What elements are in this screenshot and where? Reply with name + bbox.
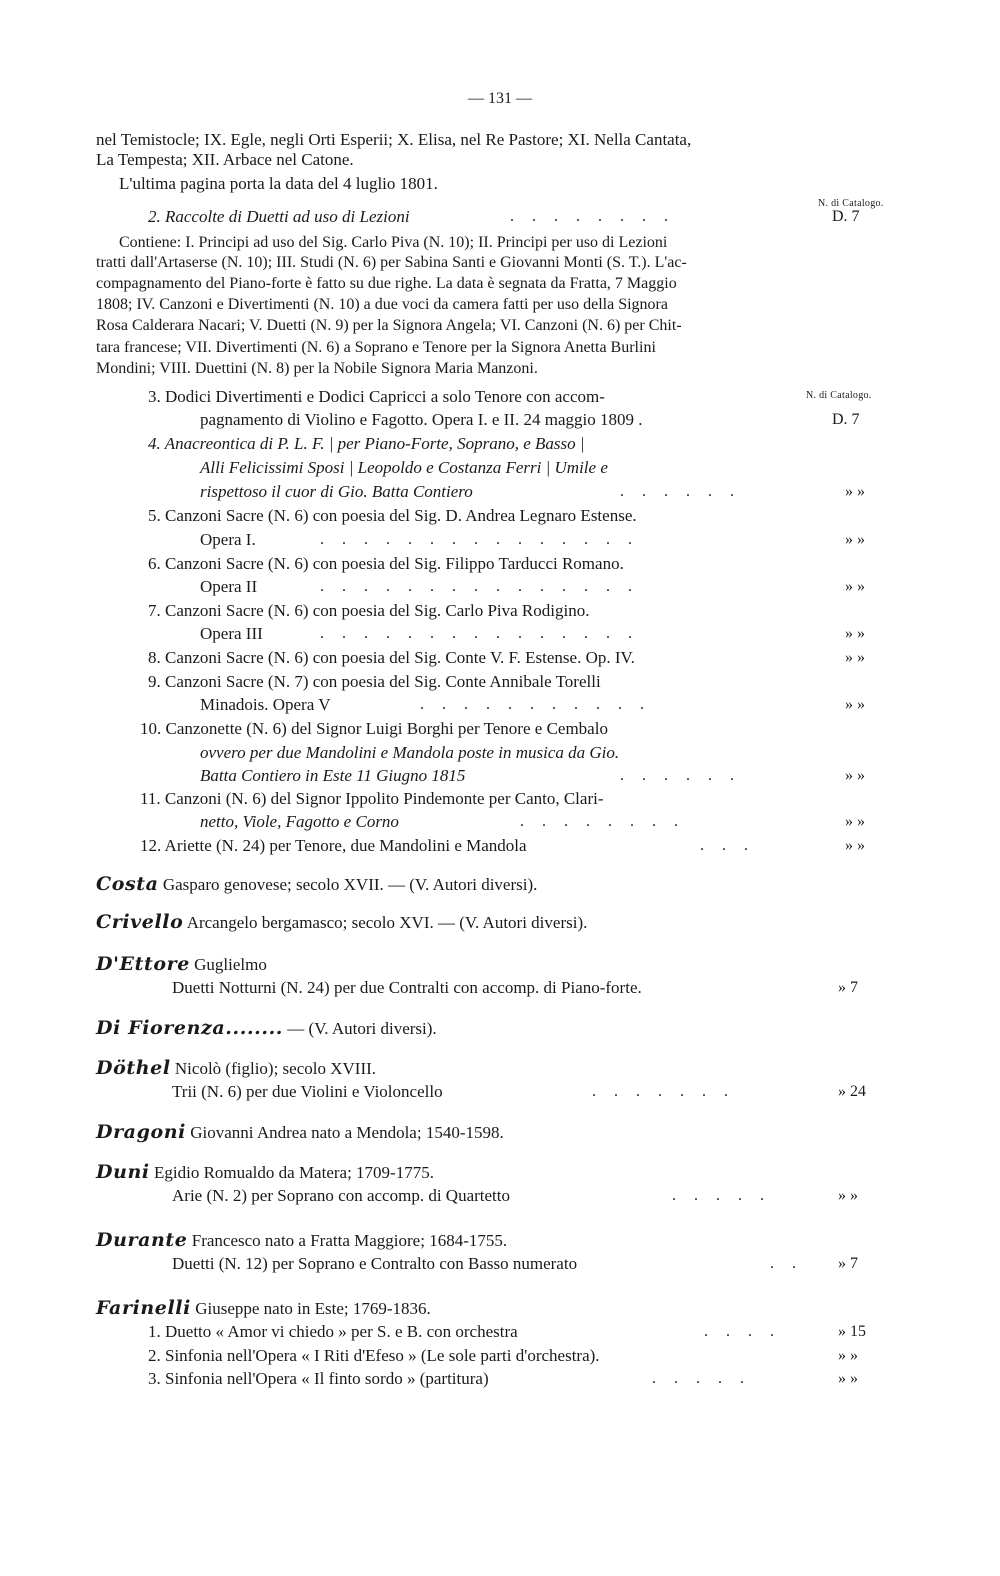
contiene-line-1: Contiene: I. Principi ad uso del Sig. Carlo Piva (N. 10); II. Principi per uso di Lezioni: [119, 234, 668, 251]
item6-line-1: 6. Canzoni Sacre (N. 6) con poesia del Sig. Filippo Tarducci Romano.: [148, 554, 624, 573]
entry-dothel-ref: » 24: [838, 1083, 866, 1100]
entry-di-fiorenza: [96, 1018, 437, 1039]
entry-durante-ref: » 7: [838, 1255, 858, 1272]
item12-ref: » »: [845, 837, 865, 854]
catalog-label-2: N. di Catalogo.: [806, 390, 872, 401]
entry-name: Döthel: [96, 1057, 171, 1079]
item6-line-2: Opera II: [200, 577, 258, 596]
entry-name: D'Ettore: [96, 953, 190, 975]
farinelli-item-2-ref: » »: [838, 1347, 858, 1364]
item5-line-2: Opera I.: [200, 530, 256, 549]
contiene-line-6: tara francese; VII. Divertimenti (N. 6) a Soprano e Tenore per la Signora Anetta Burlini: [96, 339, 656, 356]
item9-ref: » »: [845, 696, 865, 713]
entry-name: Dragoni: [96, 1121, 186, 1143]
item3-ref: D. 7: [832, 411, 860, 428]
entry-name: Farinelli: [96, 1297, 191, 1319]
contiene-line-3: compagnamento del Piano-forte è fatto su due righe. La data è segnata da Fratta, 7 Maggio: [96, 275, 677, 292]
entry-duni-ref: » »: [838, 1187, 858, 1204]
entry-durante: [96, 1230, 507, 1251]
item8-line-1: 8. Canzoni Sacre (N. 6) con poesia del Sig. Conte V. F. Estense. Op. IV.: [148, 648, 635, 667]
leader-dots: . . . . . . . .: [510, 208, 675, 225]
entry-dettore-work: Duetti Notturni (N. 24) per due Contralti con accomp. di Piano-forte.: [172, 978, 642, 997]
leader-dots: . . . . .: [652, 1370, 751, 1387]
item4-line-1: 4. Anacreontica di P. L. F. | per Piano-Forte, Soprano, e Basso |: [148, 434, 585, 453]
item11-line-2: netto, Viole, Fagotto e Corno: [200, 812, 399, 831]
item3-line-2: pagnamento di Violino e Fagotto. Opera I. e II. 24 maggio 1809 .: [200, 410, 643, 429]
item3-line-1: 3. Dodici Divertimenti e Dodici Capricci a solo Tenore con accom-: [148, 387, 605, 406]
entry-crivello: [96, 912, 587, 933]
entry-text: Nicolò (figlio); secolo XVIII.: [174, 1059, 377, 1078]
item11-line-1: 11. Canzoni (N. 6) del Signor Ippolito Pindemonte per Canto, Clari-: [140, 789, 604, 808]
page-number: — 131 —: [468, 90, 532, 107]
leader-dots: . . . . . . . . . . .: [420, 696, 651, 713]
item10-ref: » »: [845, 767, 865, 784]
intro-line-3: L'ultima pagina porta la data del 4 luglio 1801.: [119, 174, 438, 193]
entry-text: Gasparo genovese; secolo XVII. — (V. Autori diversi).: [162, 875, 538, 894]
leader-dots: . . . . . .: [620, 767, 741, 784]
item8-ref: » »: [845, 649, 865, 666]
entry-text: Giovanni Andrea nato a Mendola; 1540-1598.: [190, 1123, 504, 1142]
leader-dots: . . . . . . . .: [520, 813, 685, 830]
entry-text: — (V. Autori diversi).: [287, 1019, 437, 1038]
item2-title: 2. Raccolte di Duetti ad uso di Lezioni: [148, 207, 410, 226]
leader-dots: . . . . .: [672, 1187, 771, 1204]
entry-text: Guglielmo: [194, 955, 267, 974]
item11-ref: » »: [845, 813, 865, 830]
entry-dettore-ref: » 7: [838, 979, 858, 996]
entry-name: Crivello: [96, 911, 184, 933]
item4-line-2: Alli Felicissimi Sposi | Leopoldo e Costanza Ferri | Umile e: [200, 458, 608, 477]
entry-name: Durante: [96, 1229, 188, 1251]
intro-line-1: nel Temistocle; IX. Egle, negli Orti Esperii; X. Elisa, nel Re Pastore; XI. Nella Cantata,: [96, 130, 692, 149]
item9-line-1: 9. Canzoni Sacre (N. 7) con poesia del Sig. Conte Annibale Torelli: [148, 672, 601, 691]
item5-ref: » »: [845, 531, 865, 548]
leader-dots: . . . .: [704, 1323, 781, 1340]
farinelli-item-3: 3. Sinfonia nell'Opera « Il finto sordo » (partitura): [148, 1369, 489, 1388]
entry-costa: [96, 874, 537, 895]
farinelli-item-2: 2. Sinfonia nell'Opera « I Riti d'Efeso » (Le sole parti d'orchestra).: [148, 1346, 600, 1365]
farinelli-item-3-ref: » »: [838, 1370, 858, 1387]
leader-dots: . . . . . . . . . . . . . . .: [320, 625, 639, 642]
entry-farinelli: [96, 1298, 431, 1319]
item12-line-1: 12. Ariette (N. 24) per Tenore, due Mandolini e Mandola: [140, 836, 527, 855]
entry-name: Costa: [96, 873, 159, 895]
item2-ref: D. 7: [832, 208, 860, 225]
entry-dothel: [96, 1058, 376, 1079]
entry-dettore: [96, 954, 267, 975]
item4-ref: » »: [845, 483, 865, 500]
farinelli-item-1: 1. Duetto « Amor vi chiedo » per S. e B. con orchestra: [148, 1322, 518, 1341]
leader-dots: . . . . . . .: [592, 1083, 735, 1100]
entry-duni: [96, 1162, 434, 1183]
entry-dragoni: [96, 1122, 504, 1143]
leader-dots: . .: [770, 1255, 803, 1272]
entry-text: Arcangelo bergamasco; secolo XVI. — (V. Autori diversi).: [186, 913, 588, 932]
item7-line-2: Opera III: [200, 624, 263, 643]
leader-dots: . . . . . . . . . . . . . . .: [320, 531, 639, 548]
item10-line-1: 10. Canzonette (N. 6) del Signor Luigi Borghi per Tenore e Cembalo: [140, 719, 608, 738]
entry-durante-work: Duetti (N. 12) per Soprano e Contralto con Basso numerato: [172, 1254, 578, 1273]
leader-dots: . . .: [700, 837, 755, 854]
item7-line-1: 7. Canzoni Sacre (N. 6) con poesia del Sig. Carlo Piva Rodigino.: [148, 601, 590, 620]
item7-ref: » »: [845, 625, 865, 642]
farinelli-item-1-ref: » 15: [838, 1323, 866, 1340]
entry-text: Giuseppe nato in Este; 1769-1836.: [195, 1299, 431, 1318]
item9-line-2: Minadois. Opera V: [200, 695, 331, 714]
intro-line-2: La Tempesta; XII. Arbace nel Catone.: [96, 150, 354, 169]
entry-duni-work: Arie (N. 2) per Soprano con accomp. di Quartetto: [172, 1186, 510, 1205]
contiene-line-2: tratti dall'Artaserse (N. 10); III. Studi (N. 6) per Sabina Santi e Giovanni Monti (S. T.). L'ac-: [96, 254, 687, 271]
entry-text: Egidio Romualdo da Matera; 1709-1775.: [153, 1163, 434, 1182]
contiene-line-5: Rosa Calderara Nacari; V. Duetti (N. 9) per la Signora Angela; VI. Canzoni (N. 6) per Chit-: [96, 317, 682, 334]
item4-line-3: rispettoso il cuor di Gio. Batta Contiero: [200, 482, 473, 501]
item10-line-2: ovvero per due Mandolini e Mandola poste in musica da Gio.: [200, 743, 620, 762]
item10-line-3: Batta Contiero in Este 11 Giugno 1815: [200, 766, 466, 785]
contiene-line-7: Mondini; VIII. Duettini (N. 8) per la Nobile Signora Maria Manzoni.: [96, 360, 538, 377]
entry-name: Di Fiorenza........: [96, 1017, 284, 1039]
item5-line-1: 5. Canzoni Sacre (N. 6) con poesia del Sig. D. Andrea Legnaro Estense.: [148, 506, 637, 525]
catalog-label: N. di Catalogo.: [818, 198, 884, 209]
entry-dothel-work: Trii (N. 6) per due Violini e Violoncello: [172, 1082, 443, 1101]
entry-text: Francesco nato a Fratta Maggiore; 1684-1755.: [191, 1231, 508, 1250]
leader-dots: . . . . . .: [620, 483, 741, 500]
leader-dots: . . . . . . . . . . . . . . .: [320, 578, 639, 595]
entry-name: Duni: [96, 1161, 150, 1183]
contiene-line-4: 1808; IV. Canzoni e Divertimenti (N. 10) a due voci da camera fatti per uso della Signora: [96, 296, 668, 313]
item6-ref: » »: [845, 578, 865, 595]
